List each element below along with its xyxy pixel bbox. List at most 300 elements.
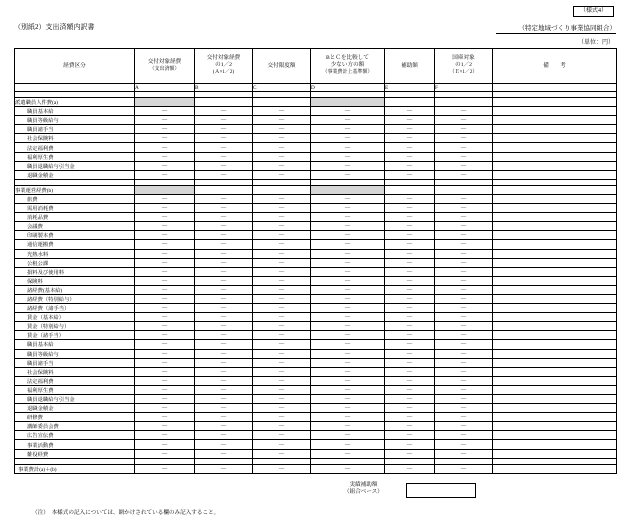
cell-e[interactable]: ― [385, 440, 435, 449]
section-header-row-b [15, 185, 617, 194]
cell-e[interactable]: ― [385, 385, 435, 394]
cell-c[interactable]: ― [253, 134, 311, 143]
cell-b[interactable] [195, 185, 253, 194]
cell-e[interactable]: ― [385, 143, 435, 152]
cell-c[interactable]: ― [253, 385, 311, 394]
cell-c[interactable]: ― [253, 340, 311, 349]
cell-c[interactable]: ― [253, 440, 311, 449]
cell-e[interactable]: ― [385, 358, 435, 367]
cell-a[interactable]: ― [135, 349, 195, 358]
cell-a[interactable]: ― [135, 240, 195, 249]
cell-a[interactable]: ― [135, 464, 195, 473]
cell-c[interactable]: ― [253, 194, 311, 203]
cell-remarks[interactable] [493, 116, 617, 125]
cell-e[interactable]: ― [385, 194, 435, 203]
cell-a[interactable]: ― [135, 413, 195, 422]
cell-b[interactable]: ― [195, 395, 253, 404]
cell-a[interactable]: ― [135, 152, 195, 161]
cell-a[interactable]: ― [135, 313, 195, 322]
cell-f[interactable]: ― [435, 107, 493, 116]
cell-c[interactable]: ― [253, 449, 311, 458]
cell-d[interactable]: ― [311, 231, 385, 240]
cell-a[interactable]: ― [135, 304, 195, 313]
cell-a[interactable]: ― [135, 285, 195, 294]
cell-e[interactable] [385, 185, 435, 194]
cell-b[interactable]: ― [195, 161, 253, 170]
cell-a[interactable]: ― [135, 161, 195, 170]
col-header-e: 補助額 [385, 49, 435, 84]
cell-d[interactable]: ― [311, 204, 385, 213]
cell-remarks[interactable] [493, 231, 617, 240]
cell-b[interactable]: ― [195, 134, 253, 143]
cell-f[interactable]: ― [435, 349, 493, 358]
cell-d[interactable]: ― [311, 349, 385, 358]
cell-d[interactable] [311, 98, 385, 107]
cell-f[interactable]: ― [435, 313, 493, 322]
cell-f[interactable]: ― [435, 340, 493, 349]
cell-d[interactable]: ― [311, 240, 385, 249]
cell-f[interactable]: ― [435, 161, 493, 170]
cell-e[interactable]: ― [385, 294, 435, 303]
cell-e[interactable]: ― [385, 107, 435, 116]
cell-c[interactable] [253, 185, 311, 194]
cell-c[interactable]: ― [253, 431, 311, 440]
cell-e[interactable]: ― [385, 322, 435, 331]
cell-d[interactable]: ― [311, 276, 385, 285]
cell-remarks[interactable] [493, 367, 617, 376]
cell-c[interactable]: ― [253, 331, 311, 340]
cell-remarks[interactable] [493, 249, 617, 258]
cell-d[interactable]: ― [311, 464, 385, 473]
cell-d[interactable]: ― [311, 294, 385, 303]
cell-c[interactable]: ― [253, 249, 311, 258]
cell-d[interactable]: ― [311, 449, 385, 458]
cell-e[interactable]: ― [385, 267, 435, 276]
cell-c[interactable]: ― [253, 276, 311, 285]
table-row [15, 385, 617, 394]
row-label: 事業運営経費(b) [15, 185, 135, 194]
cell-remarks[interactable] [493, 285, 617, 294]
cell-e[interactable]: ― [385, 331, 435, 340]
footer-area [14, 480, 616, 520]
cell-b[interactable]: ― [195, 294, 253, 303]
cell-b[interactable]: ― [195, 276, 253, 285]
jisseki-input-box[interactable] [406, 483, 476, 498]
cell-b[interactable]: ― [195, 449, 253, 458]
cell-a[interactable]: ― [135, 134, 195, 143]
cell-f[interactable]: ― [435, 440, 493, 449]
table-row [15, 107, 617, 116]
cell-f[interactable]: ― [435, 422, 493, 431]
cell-d[interactable]: ― [311, 385, 385, 394]
cell-remarks[interactable] [493, 449, 617, 458]
cell-e[interactable]: ― [385, 116, 435, 125]
cell-remarks[interactable] [493, 322, 617, 331]
cell-a[interactable]: ― [135, 125, 195, 134]
cell-d[interactable]: ― [311, 125, 385, 134]
cell-a[interactable] [135, 185, 195, 194]
cell-b[interactable]: ― [195, 170, 253, 179]
cell-d[interactable]: ― [311, 116, 385, 125]
cell-e[interactable]: ― [385, 422, 435, 431]
cell-c[interactable]: ― [253, 294, 311, 303]
cell-d[interactable]: ― [311, 222, 385, 231]
table-row [15, 240, 617, 249]
cell-f[interactable]: ― [435, 404, 493, 413]
cell-f[interactable]: ― [435, 464, 493, 473]
cell-f[interactable]: ― [435, 222, 493, 231]
cell-e[interactable]: ― [385, 404, 435, 413]
cell-a[interactable]: ― [135, 116, 195, 125]
cell-d[interactable]: ― [311, 258, 385, 267]
cell-f[interactable]: ― [435, 395, 493, 404]
cell-remarks[interactable] [493, 331, 617, 340]
cell-a[interactable]: ― [135, 143, 195, 152]
cell-b[interactable]: ― [195, 331, 253, 340]
cell-remarks[interactable] [493, 395, 617, 404]
cell-remarks[interactable] [493, 185, 617, 194]
cell-f[interactable]: ― [435, 240, 493, 249]
cell-d[interactable]: ― [311, 431, 385, 440]
row-label: 保険料 [15, 276, 135, 285]
cell-d[interactable]: ― [311, 404, 385, 413]
cell-remarks[interactable] [493, 134, 617, 143]
cell-b[interactable]: ― [195, 152, 253, 161]
table-row [15, 349, 617, 358]
cell-e[interactable]: ― [385, 276, 435, 285]
cell-f[interactable]: ― [435, 116, 493, 125]
cell-d[interactable]: ― [311, 267, 385, 276]
cell-remarks[interactable] [493, 440, 617, 449]
cell-f[interactable]: ― [435, 285, 493, 294]
cell-d[interactable]: ― [311, 395, 385, 404]
cell-e[interactable]: ― [385, 464, 435, 473]
cell-remarks[interactable] [493, 340, 617, 349]
cell-c[interactable]: ― [253, 204, 311, 213]
cell-b[interactable]: ― [195, 194, 253, 203]
cell-b[interactable]: ― [195, 431, 253, 440]
cell-d[interactable]: ― [311, 422, 385, 431]
cell-e[interactable]: ― [385, 395, 435, 404]
cell-remarks[interactable] [493, 385, 617, 394]
cell-remarks[interactable] [493, 464, 617, 473]
cell-a[interactable]: ― [135, 340, 195, 349]
cell-e[interactable]: ― [385, 376, 435, 385]
cell-c[interactable]: ― [253, 404, 311, 413]
cell-d[interactable]: ― [311, 170, 385, 179]
cell-b[interactable]: ― [195, 125, 253, 134]
cell-b[interactable]: ― [195, 376, 253, 385]
cell-e[interactable]: ― [385, 134, 435, 143]
table-row [15, 340, 617, 349]
cell-c[interactable]: ― [253, 231, 311, 240]
table-row [15, 395, 617, 404]
cell-f[interactable]: ― [435, 204, 493, 213]
cell-c[interactable]: ― [253, 367, 311, 376]
table-row [15, 331, 617, 340]
cell-remarks[interactable] [493, 413, 617, 422]
cell-remarks[interactable] [493, 170, 617, 179]
cell-remarks[interactable] [493, 376, 617, 385]
cell-b[interactable]: ― [195, 107, 253, 116]
cell-b[interactable]: ― [195, 304, 253, 313]
cell-b[interactable] [195, 98, 253, 107]
cell-e[interactable] [385, 98, 435, 107]
cell-d[interactable]: ― [311, 152, 385, 161]
table-row [15, 404, 617, 413]
cell-b[interactable]: ― [195, 285, 253, 294]
cell-c[interactable]: ― [253, 161, 311, 170]
cell-remarks[interactable] [493, 152, 617, 161]
cell-c[interactable]: ― [253, 213, 311, 222]
cell-b[interactable]: ― [195, 313, 253, 322]
cell-d[interactable]: ― [311, 249, 385, 258]
cell-e[interactable]: ― [385, 170, 435, 179]
cell-f[interactable]: ― [435, 213, 493, 222]
cell-e[interactable]: ― [385, 204, 435, 213]
cell-remarks[interactable] [493, 222, 617, 231]
cell-f[interactable] [435, 185, 493, 194]
cell-a[interactable]: ― [135, 107, 195, 116]
cell-c[interactable]: ― [253, 313, 311, 322]
cell-remarks[interactable] [493, 422, 617, 431]
cell-b[interactable]: ― [195, 143, 253, 152]
cell-d[interactable]: ― [311, 143, 385, 152]
cell-e[interactable]: ― [385, 304, 435, 313]
cell-d[interactable]: ― [311, 107, 385, 116]
cell-d[interactable]: ― [311, 213, 385, 222]
table-row [15, 304, 617, 313]
cell-c[interactable]: ― [253, 240, 311, 249]
cell-remarks[interactable] [493, 161, 617, 170]
cell-b[interactable]: ― [195, 267, 253, 276]
cell-c[interactable]: ― [253, 107, 311, 116]
cell-b[interactable]: ― [195, 222, 253, 231]
cell-f[interactable]: ― [435, 358, 493, 367]
cell-a[interactable]: ― [135, 194, 195, 203]
cell-c[interactable]: ― [253, 358, 311, 367]
cell-e[interactable]: ― [385, 349, 435, 358]
cell-b[interactable]: ― [195, 349, 253, 358]
cell-a[interactable]: ― [135, 276, 195, 285]
cell-remarks[interactable] [493, 125, 617, 134]
cell-a[interactable]: ― [135, 358, 195, 367]
cell-b[interactable]: ― [195, 385, 253, 394]
cell-e[interactable]: ― [385, 213, 435, 222]
cell-b[interactable]: ― [195, 116, 253, 125]
cell-c[interactable]: ― [253, 395, 311, 404]
cell-b[interactable]: ― [195, 404, 253, 413]
cell-e[interactable]: ― [385, 313, 435, 322]
cell-a[interactable]: ― [135, 449, 195, 458]
cell-c[interactable]: ― [253, 125, 311, 134]
cell-remarks[interactable] [493, 213, 617, 222]
row-label: 福利厚生費 [15, 152, 135, 161]
cell-c[interactable]: ― [253, 322, 311, 331]
cell-a[interactable]: ― [135, 367, 195, 376]
cell-d[interactable] [311, 185, 385, 194]
cell-b[interactable]: ― [195, 340, 253, 349]
cell-a[interactable]: ― [135, 258, 195, 267]
cell-f[interactable]: ― [435, 376, 493, 385]
cell-f[interactable]: ― [435, 431, 493, 440]
cell-c[interactable]: ― [253, 170, 311, 179]
cell-b[interactable]: ― [195, 322, 253, 331]
cell-e[interactable]: ― [385, 152, 435, 161]
cell-d[interactable]: ― [311, 313, 385, 322]
cell-b[interactable]: ― [195, 204, 253, 213]
cell-b[interactable]: ― [195, 422, 253, 431]
cell-remarks[interactable] [493, 107, 617, 116]
cell-c[interactable]: ― [253, 258, 311, 267]
cell-c[interactable]: ― [253, 152, 311, 161]
cell-remarks[interactable] [493, 304, 617, 313]
cell-e[interactable]: ― [385, 449, 435, 458]
cell-b[interactable]: ― [195, 367, 253, 376]
cell-f[interactable]: ― [435, 449, 493, 458]
cell-e[interactable]: ― [385, 340, 435, 349]
cell-f[interactable]: ― [435, 143, 493, 152]
cell-e[interactable]: ― [385, 222, 435, 231]
cell-e[interactable]: ― [385, 431, 435, 440]
cell-c[interactable]: ― [253, 422, 311, 431]
cell-c[interactable]: ― [253, 267, 311, 276]
cell-d[interactable]: ― [311, 194, 385, 203]
cell-remarks[interactable] [493, 358, 617, 367]
cell-a[interactable]: ― [135, 431, 195, 440]
cell-remarks[interactable] [493, 98, 617, 107]
cell-c[interactable]: ― [253, 304, 311, 313]
cell-d[interactable]: ― [311, 134, 385, 143]
cell-remarks[interactable] [493, 143, 617, 152]
cell-f[interactable]: ― [435, 258, 493, 267]
cell-c[interactable]: ― [253, 464, 311, 473]
cell-e[interactable]: ― [385, 231, 435, 240]
cell-c[interactable]: ― [253, 413, 311, 422]
cell-remarks[interactable] [493, 276, 617, 285]
cell-a[interactable]: ― [135, 231, 195, 240]
cell-f[interactable]: ― [435, 152, 493, 161]
cell-remarks[interactable] [493, 294, 617, 303]
cell-f[interactable]: ― [435, 249, 493, 258]
cell-e[interactable]: ― [385, 125, 435, 134]
cell-a[interactable]: ― [135, 440, 195, 449]
cell-c[interactable]: ― [253, 285, 311, 294]
cell-a[interactable]: ― [135, 170, 195, 179]
cell-c[interactable]: ― [253, 376, 311, 385]
cell-b[interactable]: ― [195, 258, 253, 267]
cell-a[interactable]: ― [135, 222, 195, 231]
cell-f[interactable]: ― [435, 331, 493, 340]
cell-b[interactable]: ― [195, 440, 253, 449]
cell-a[interactable]: ― [135, 331, 195, 340]
cell-a[interactable]: ― [135, 385, 195, 394]
cell-e[interactable]: ― [385, 249, 435, 258]
cell-b[interactable]: ― [195, 240, 253, 249]
cell-c[interactable] [253, 98, 311, 107]
cell-e[interactable]: ― [385, 161, 435, 170]
cell-remarks[interactable] [493, 404, 617, 413]
cell-remarks[interactable] [493, 258, 617, 267]
cell-b[interactable]: ― [195, 413, 253, 422]
cell-f[interactable]: ― [435, 304, 493, 313]
cell-b[interactable]: ― [195, 213, 253, 222]
cell-d[interactable]: ― [311, 440, 385, 449]
cell-d[interactable]: ― [311, 331, 385, 340]
document-header [14, 22, 616, 32]
cell-remarks[interactable] [493, 267, 617, 276]
cell-b[interactable]: ― [195, 464, 253, 473]
cell-a[interactable]: ― [135, 267, 195, 276]
cell-c[interactable]: ― [253, 143, 311, 152]
cell-f[interactable]: ― [435, 385, 493, 394]
cell-f[interactable]: ― [435, 170, 493, 179]
cell-remarks[interactable] [493, 313, 617, 322]
cell-f[interactable] [435, 98, 493, 107]
cell-remarks[interactable] [493, 349, 617, 358]
cell-b[interactable]: ― [195, 249, 253, 258]
cell-remarks[interactable] [493, 194, 617, 203]
cell-a[interactable]: ― [135, 294, 195, 303]
cell-f[interactable]: ― [435, 276, 493, 285]
cell-c[interactable]: ― [253, 116, 311, 125]
cell-d[interactable]: ― [311, 285, 385, 294]
cell-a[interactable]: ― [135, 213, 195, 222]
cell-e[interactable]: ― [385, 367, 435, 376]
cell-a[interactable]: ― [135, 204, 195, 213]
cell-a[interactable]: ― [135, 395, 195, 404]
cell-a[interactable] [135, 98, 195, 107]
cell-d[interactable]: ― [311, 161, 385, 170]
cell-d[interactable]: ― [311, 322, 385, 331]
cell-d[interactable]: ― [311, 340, 385, 349]
cell-e[interactable]: ― [385, 413, 435, 422]
cell-f[interactable]: ― [435, 413, 493, 422]
cell-e[interactable]: ― [385, 258, 435, 267]
cell-remarks[interactable] [493, 240, 617, 249]
cell-f[interactable]: ― [435, 367, 493, 376]
cell-f[interactable]: ― [435, 125, 493, 134]
cell-c[interactable]: ― [253, 349, 311, 358]
header-rule [496, 33, 616, 34]
cell-f[interactable]: ― [435, 231, 493, 240]
cell-d[interactable]: ― [311, 367, 385, 376]
cell-d[interactable]: ― [311, 358, 385, 367]
cell-b[interactable]: ― [195, 231, 253, 240]
form-badge: （様式4） [573, 6, 614, 17]
cell-a[interactable]: ― [135, 322, 195, 331]
cell-f[interactable]: ― [435, 294, 493, 303]
cell-a[interactable]: ― [135, 422, 195, 431]
table-row [15, 213, 617, 222]
cell-f[interactable]: ― [435, 267, 493, 276]
cell-b[interactable]: ― [195, 358, 253, 367]
cell-f[interactable]: ― [435, 194, 493, 203]
cell-f[interactable]: ― [435, 134, 493, 143]
cell-a[interactable]: ― [135, 404, 195, 413]
cell-d[interactable]: ― [311, 413, 385, 422]
cell-a[interactable]: ― [135, 249, 195, 258]
cell-f[interactable]: ― [435, 322, 493, 331]
cell-e[interactable]: ― [385, 285, 435, 294]
cell-remarks[interactable] [493, 204, 617, 213]
cell-d[interactable]: ― [311, 376, 385, 385]
row-label: 諸経費（諸手当） [15, 304, 135, 313]
cell-e[interactable]: ― [385, 240, 435, 249]
cell-c[interactable]: ― [253, 222, 311, 231]
cell-a[interactable]: ― [135, 376, 195, 385]
cell-d[interactable]: ― [311, 304, 385, 313]
